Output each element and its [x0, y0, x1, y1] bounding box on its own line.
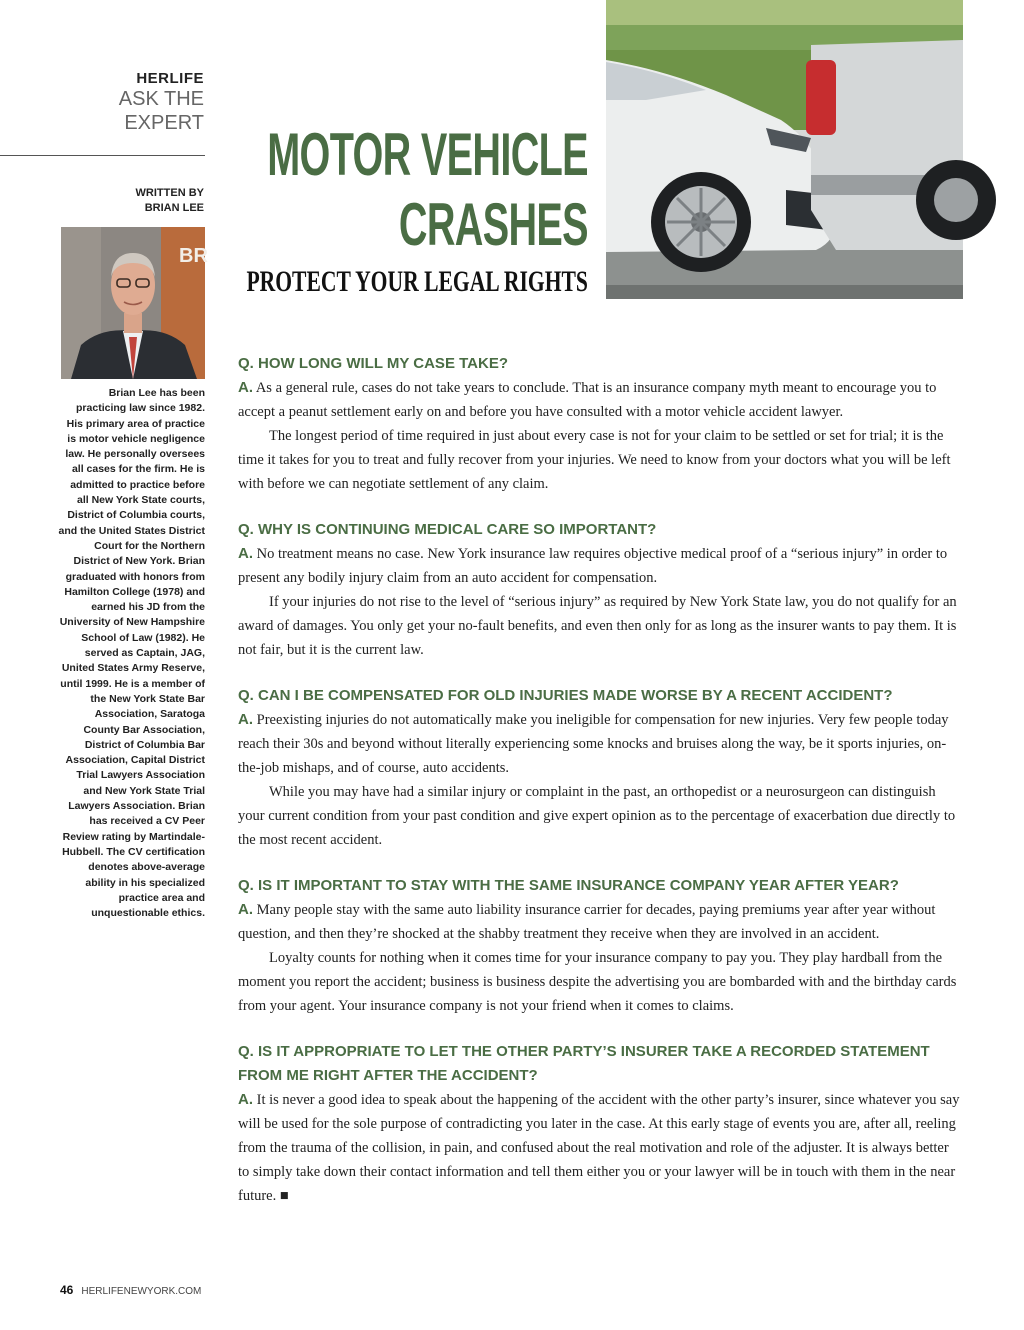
answer-paragraph-2: While you may have had a similar injury or complaint in the past, an orthopedist or a neurosurgeon can distinguish your current condition from your past condition and give expert opinion as to the percentage of exacerbation due directly to the most recent accident. — [238, 784, 956, 848]
byline-label: WRITTEN BY — [135, 187, 204, 199]
qa-item — [238, 352, 963, 496]
qa-item — [238, 1040, 963, 1208]
answer-label: A. — [238, 545, 253, 562]
sign-text: BR — [179, 245, 208, 267]
qa-item — [238, 684, 963, 852]
hero-photo — [606, 0, 963, 299]
answer-paragraph-2: If your injuries do not rise to the level of “serious injury” as required by New York State law, you do not qualify for an award of damages. You only get your no-fault benefits, and even then only for as long as the insurer wants to pay them. It is not fair, but it is the current law. — [238, 594, 957, 658]
answer-text: Many people stay with the same auto liability insurance carrier for decades, paying premiums year after year without question, and then they’re shocked at the shabby treatment they receive when they are involved in an accident. — [238, 902, 936, 942]
answer-text: It is never a good idea to speak about the happening of the accident with the other party’s insurer, since whatever you say will be used for the sole purpose of contradicting you later in the case. At this early stage of events you are, after all, reeling from the trauma of the collision, in pain, and confused about the real motivation and role of the adjuster. It is always better to simply take down their contact information and tell them either you or your lawyer will be in touch with them in the near future. ■ — [238, 1092, 960, 1204]
question-heading: Q. IS IT IMPORTANT TO STAY WITH THE SAME INSURANCE COMPANY YEAR AFTER YEAR? — [238, 877, 899, 894]
question-heading: Q. WHY IS CONTINUING MEDICAL CARE SO IMPORTANT? — [238, 521, 657, 538]
answer-paragraph-2: Loyalty counts for nothing when it comes time for your insurance company to pay you. They play hardball from the moment you report the accident; business is business despite the advertising you are bombarded with and the birthday cards from your agent. Your insurance company is not your friend when it comes to claims. — [238, 950, 957, 1014]
section-name-line2: EXPERT — [124, 112, 204, 134]
byline-author: BRIAN LEE — [144, 202, 204, 214]
website-url: HERLIFENEWYORK.COM — [81, 1286, 202, 1297]
answer-paragraph — [238, 898, 963, 946]
title-line2: CRASHES — [398, 191, 588, 258]
question-heading: Q. CAN I BE COMPENSATED FOR OLD INJURIES MADE WORSE BY A RECENT ACCIDENT? — [238, 687, 893, 704]
magazine-brand: HERLIFE — [136, 70, 204, 87]
page-footer — [60, 1283, 201, 1297]
answer-label: A. — [238, 711, 253, 728]
title-line1: MOTOR VEHICLE — [267, 121, 588, 188]
page-number: 46 — [60, 1283, 74, 1297]
qa-item — [238, 874, 963, 1018]
car-crash-image — [606, 0, 963, 299]
answer-text: No treatment means no case. New York insurance law requires objective medical proof of a “serious injury” in order to present any bodily injury claim from an auto accident for compensation. — [238, 546, 948, 586]
article-title — [102, 120, 588, 302]
answer-label: A. — [238, 379, 253, 396]
answer-paragraph-2: The longest period of time required in just about every case is not for your claim to be settled or set for trial; it is the time it takes for you to treat and fully recover from your injuries. We need to know from your doctors what you will be left with before we can negotiate settlement of any claim. — [238, 428, 951, 492]
answer-text: Preexisting injuries do not automatically make you ineligible for compensation for new injuries. Very few people today reach their 30s and beyond without literally experiencing some knocks and bruises along the way, be it sports injuries, on-the-job mishaps, and of course, auto accidents. — [238, 712, 949, 776]
question-heading: Q. IS IT APPROPRIATE TO LET THE OTHER PARTY’S INSURER TAKE A RECORDED STATEMENT FROM ME RIGHT AFTER THE ACCIDENT? — [238, 1043, 930, 1084]
answer-label: A. — [238, 1091, 253, 1108]
section-name-line1: ASK THE — [118, 88, 204, 110]
author-bio: Brian Lee has been practicing law since 1982. His primary area of practice is motor vehicle negligence law. He personally oversees all cases for the firm. He is admitted to practice before all New York State courts, District of Columbia courts, and the United States District Court for the Northern District of New York. Brian graduated with honors from Hamilton College (1978) and earned his JD from the University of New Hampshire School of Law (1982). He served as Captain, JAG, United States Army Reserve, until 1999. He is a member of the New York State Bar Association, Saratoga County Bar Association, District of Columbia Bar Association, Capital District Trial Lawyers Association and New York State Trial Lawyers Association. Brian has received a CV Peer Review rating by Martindale-Hubbell. The CV certification denotes above-average ability in his specialized practice area and unquestionable ethics. — [58, 387, 205, 920]
answer-label: A. — [238, 901, 253, 918]
answer-paragraph — [238, 376, 963, 424]
answer-paragraph — [238, 542, 963, 590]
answer-paragraph — [238, 1088, 963, 1208]
question-heading: Q. HOW LONG WILL MY CASE TAKE? — [238, 355, 508, 372]
article-subtitle: PROTECT YOUR LEGAL RIGHTS — [246, 265, 588, 298]
answer-text: As a general rule, cases do not take years to conclude. That is an insurance company myth meant to encourage you to accept a peanut settlement early on and before you have consulted with a motor vehicle accident lawyer. — [238, 380, 937, 420]
qa-section — [238, 352, 963, 1230]
qa-item — [238, 518, 963, 662]
answer-paragraph — [238, 708, 963, 780]
